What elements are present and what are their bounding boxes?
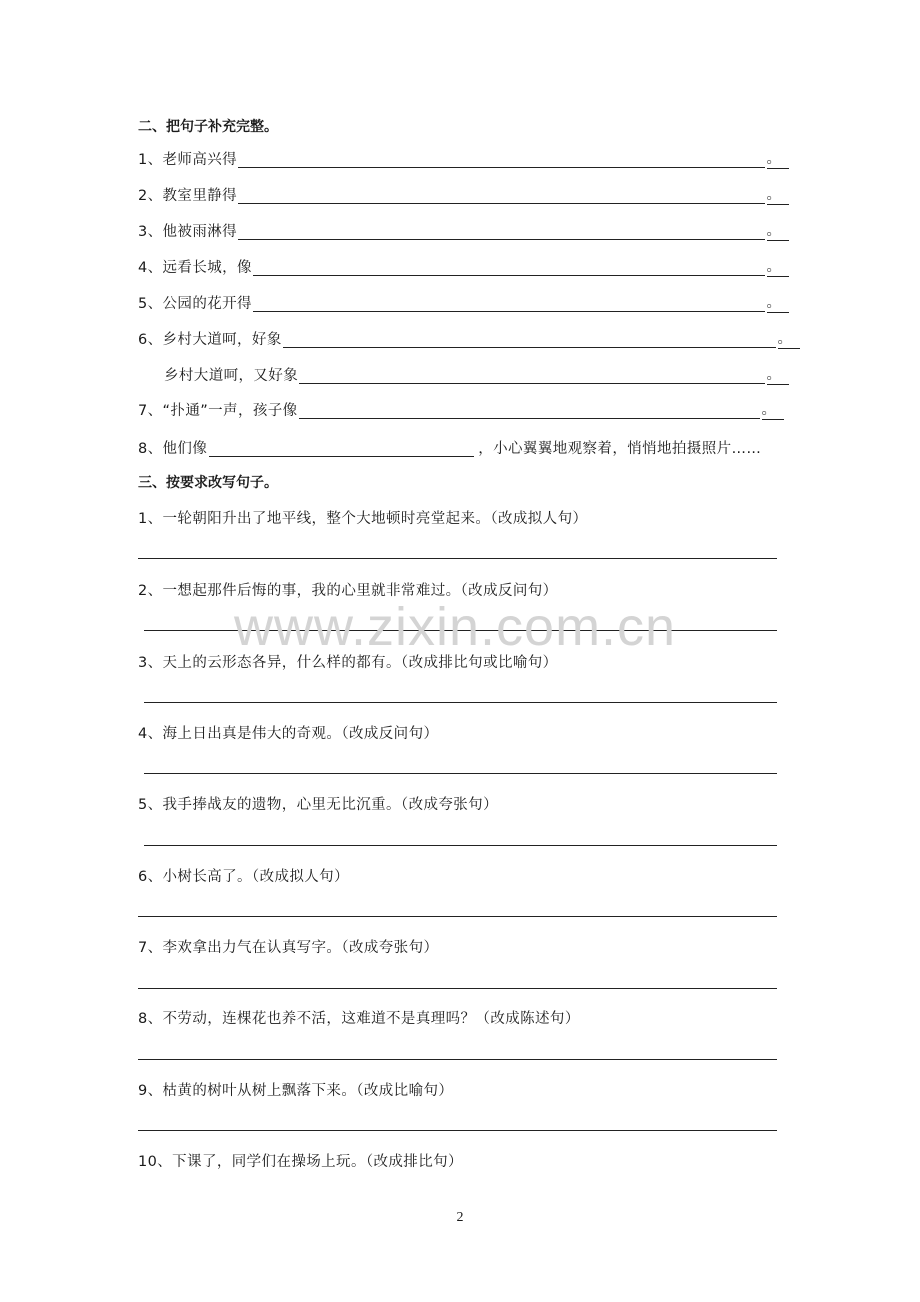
fill-blank[interactable]	[209, 439, 474, 457]
fill-item-lead: 8、他们像	[138, 441, 208, 457]
fill-item-lead: 4、远看长城，像	[138, 260, 252, 276]
fill-item-lead: 1、老师高兴得	[138, 152, 238, 168]
fill-item	[138, 222, 789, 241]
fill-blank[interactable]	[283, 330, 776, 348]
watermark: www.zixin.com.cn	[234, 597, 677, 657]
rewrite-question: 3、天上的云形态各异，什么样的都有。（改成排比句或比喻句）	[138, 655, 558, 671]
fill-item	[138, 401, 784, 420]
fill-blank[interactable]	[299, 401, 760, 419]
rewrite-question: 6、小树长高了。（改成拟人句）	[138, 869, 349, 885]
answer-line[interactable]	[138, 988, 777, 989]
fill-item	[164, 366, 789, 385]
fill-item-end: 。	[767, 222, 790, 241]
fill-item-lead: 7、“扑通”一声，孩子像	[138, 403, 298, 419]
answer-line[interactable]	[138, 916, 777, 917]
fill-item-end: 。	[767, 294, 790, 313]
fill-item	[138, 330, 800, 349]
rewrite-question: 7、李欢拿出力气在认真写字。（改成夸张句）	[138, 940, 439, 956]
fill-blank[interactable]	[238, 150, 764, 168]
rewrite-question: 9、枯黄的树叶从树上飘落下来。（改成比喻句）	[138, 1083, 454, 1099]
fill-item-end: 。	[767, 186, 790, 205]
fill-item-lead: 3、他被雨淋得	[138, 224, 238, 240]
fill-item	[138, 294, 789, 313]
fill-blank[interactable]	[253, 258, 765, 276]
page-number: 2	[456, 1210, 464, 1225]
fill-item-end: 。	[767, 366, 790, 385]
fill-item-end: 。	[767, 258, 790, 277]
answer-line[interactable]	[144, 702, 777, 703]
fill-item	[138, 258, 789, 277]
rewrite-question: 2、一想起那件后悔的事，我的心里就非常难过。（改成反问句）	[138, 583, 558, 599]
fill-item-lead: 5、公园的花开得	[138, 296, 252, 312]
answer-line[interactable]	[138, 1130, 777, 1131]
fill-item	[138, 186, 789, 205]
fill-item-8	[138, 437, 761, 458]
fill-item	[138, 150, 789, 169]
fill-item-end: 。	[778, 330, 801, 349]
rewrite-question: 4、海上日出真是伟大的奇观。（改成反问句）	[138, 726, 439, 742]
fill-item-lead: 6、乡村大道呵，好象	[138, 332, 282, 348]
answer-line[interactable]	[144, 773, 777, 774]
fill-item-tail: ，小心翼翼地观察着，悄悄地拍摄照片……	[478, 441, 762, 457]
fill-blank[interactable]	[238, 186, 764, 204]
fill-blank[interactable]	[299, 366, 764, 384]
fill-item-lead: 2、教室里静得	[138, 188, 238, 204]
section2-heading: 二、把句子补充完整。	[138, 119, 278, 135]
answer-line[interactable]	[138, 1059, 777, 1060]
answer-line[interactable]	[144, 845, 777, 846]
fill-item-lead: 乡村大道呵，又好象	[164, 368, 299, 384]
rewrite-question: 10、下课了，同学们在操场上玩。（改成排比句）	[138, 1154, 463, 1170]
fill-item-end: 。	[767, 150, 790, 169]
section3-heading: 三、按要求改写句子。	[138, 475, 278, 491]
rewrite-question: 8、不劳动，连棵花也养不活，这难道不是真理吗？（改成陈述句）	[138, 1011, 580, 1027]
fill-blank[interactable]	[238, 222, 764, 240]
answer-line[interactable]	[138, 558, 777, 559]
fill-item-end: 。	[762, 401, 785, 420]
fill-blank[interactable]	[253, 294, 765, 312]
rewrite-question: 5、我手捧战友的遗物，心里无比沉重。（改成夸张句）	[138, 797, 498, 813]
rewrite-question: 1、一轮朝阳升出了地平线，整个大地顿时亮堂起来。（改成拟人句）	[138, 511, 588, 527]
